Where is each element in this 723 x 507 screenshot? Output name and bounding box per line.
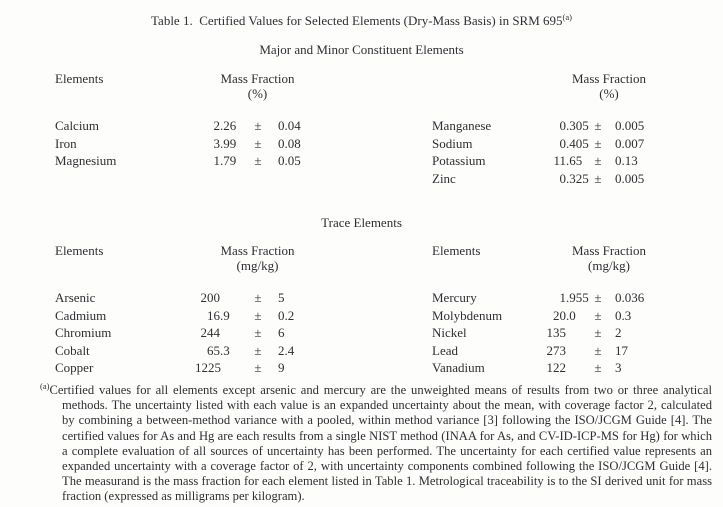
uncertainty-cell: 2 [615,325,622,340]
value-cell: 0 [559,135,566,151]
table-body [55,289,320,377]
value-fraction-cell: .3 [220,342,230,358]
column-header-unit: (mg/kg) [588,258,630,273]
value-cell: 1 [559,290,566,305]
table-row [55,117,320,135]
footnote [40,383,712,505]
value-cell: 65 [207,342,220,358]
uncertainty-cell: 9 [278,360,285,375]
plus-minus-cell: ± [594,360,602,375]
value-cell: 20 [553,307,566,323]
value-fraction-cell [566,324,591,342]
value-cell: 135 [546,325,566,340]
table-title-footnote-marker: (a) [562,12,572,22]
element-name-cell: Molybdenum [432,307,503,323]
column-header-mass-fraction: Mass Fraction [220,71,295,86]
value-fraction-cell: .79 [220,153,237,168]
table-title-text: Table 1. Certified Values for Selected Elements (Dry-Mass Basis) in SRM 695 [151,13,563,28]
uncertainty-cell: 3 [615,360,622,375]
value-fraction-cell [220,359,250,377]
table-row [55,359,320,377]
section-heading-major: Major and Minor Constituent Elements [259,42,464,57]
major-elements-right-table [432,71,680,187]
footnote-marker: (a) [40,381,50,391]
table-row [432,289,680,307]
element-name-cell: Arsenic [55,290,96,305]
value-fraction-cell [566,359,591,377]
table-row [55,342,320,360]
element-name-cell: Calcium [55,118,100,133]
element-name-cell: Cobalt [55,342,90,358]
uncertainty-cell: 0.005 [615,118,645,133]
value-cell: 122 [546,360,566,375]
column-header-elements: Elements [432,243,481,258]
column-header-elements [432,71,538,86]
table-row [55,307,320,325]
value-fraction-cell: .405 [566,135,589,151]
table-row [432,324,680,342]
plus-minus-cell: ± [594,153,602,168]
table-header-unit-row [55,258,320,273]
element-name-cell: Zinc [432,170,456,186]
table-row [432,152,680,170]
value-cell: 273 [546,342,566,358]
plus-minus-cell: ± [254,290,262,305]
value-fraction-cell: .99 [220,135,237,151]
table-header-row [432,71,680,86]
plus-minus-cell: ± [254,360,262,375]
uncertainty-cell: 2.4 [278,342,295,358]
uncertainty-cell: 0.13 [615,153,638,168]
element-name-cell: Potassium [432,153,486,168]
table-row [432,359,680,377]
element-name-cell: Vanadium [432,360,485,375]
trace-elements-right-table [432,243,680,377]
uncertainty-cell: 0.05 [278,153,301,168]
table-row [432,342,680,360]
element-name-cell: Mercury [432,290,477,305]
value-cell: 1 [213,153,220,168]
uncertainty-cell: 0.2 [278,307,295,323]
table-body [432,117,680,187]
column-header-unit: (%) [599,86,619,101]
column-header-spacer [432,258,538,273]
uncertainty-cell: 0.036 [615,290,645,305]
column-header-spacer [55,86,195,101]
uncertainty-cell: 0.04 [278,118,301,133]
table-body [432,289,680,377]
column-header-unit: (%) [247,86,268,101]
table-title [0,13,723,29]
value-cell: 2 [213,118,220,133]
element-name-cell: Cadmium [55,307,107,323]
plus-minus-cell: ± [594,290,602,305]
value-fraction-cell: .9 [220,307,230,323]
value-cell: 3 [213,135,220,151]
column-header-unit: (mg/kg) [236,258,279,273]
trace-elements-left-table [55,243,320,377]
table-header-row [55,243,320,258]
plus-minus-cell: ± [594,307,602,323]
element-name-cell: Sodium [432,135,473,151]
table-row [55,135,320,153]
column-header-elements: Elements [55,71,104,86]
footnote-text: Certified values for all elements except arsenic and mercury are the unweighted means of results from two or three analytical methods. The uncertainty listed with each value is an expanded uncertainty about the mean, with coverage factor 2, calculated by combining a between-method variance with a pooled, within method variance [3] following the ISO/JCGM Guide [4]. The certified values for As and Hg are each results from a single NIST method (INAA for As, and CV-ID-ICP-MS for Hg) for which a complete evaluation of all sources of uncertainty has been performed. The uncertainty for each certified value represents an expanded uncertainty with a coverage factor of 2, with uncertainty components combined following the ISO/JCGM Guide [4]. The measurand is the mass fraction for each element listed in Table 1. Metrological traceability is to the SI derived unit for mass fraction (expressed as milligrams per kilogram). [49,383,712,504]
plus-minus-cell: ± [594,118,602,133]
column-header-mass-fraction: Mass Fraction [571,243,647,258]
value-cell: 16 [207,307,220,323]
table-row [432,307,680,325]
table-row [55,324,320,342]
table-body [55,117,320,170]
value-fraction-cell: .305 [566,118,589,133]
table-row [432,135,680,153]
column-header-mass-fraction: Mass Fraction [220,243,295,258]
value-cell: 0 [559,170,566,186]
uncertainty-cell: 0.3 [615,307,632,323]
element-name-cell: Manganese [432,118,492,133]
uncertainty-cell: 5 [278,290,285,305]
value-fraction-cell: .65 [566,153,583,168]
value-fraction-cell [566,342,591,360]
plus-minus-cell: ± [254,342,262,358]
plus-minus-cell: ± [594,342,602,358]
element-name-cell: Nickel [432,325,467,340]
table-row [432,170,680,188]
plus-minus-cell: ± [254,153,262,168]
column-header-elements: Elements [55,243,104,258]
value-fraction-cell [220,289,250,307]
uncertainty-cell: 0.08 [278,135,301,151]
section-heading-trace: Trace Elements [321,215,402,230]
element-name-cell: Chromium [55,325,112,340]
uncertainty-cell: 0.007 [615,135,645,151]
table-header-unit-row [432,86,680,101]
value-cell: 1225 [195,360,221,375]
value-cell: 11 [553,153,566,168]
value-cell: 244 [200,325,220,340]
value-fraction-cell: .955 [566,290,589,305]
column-header-spacer [55,258,195,273]
value-fraction-cell: .325 [566,170,589,186]
element-name-cell: Lead [432,342,458,358]
plus-minus-cell: ± [594,170,602,186]
value-cell: 0 [559,118,566,133]
plus-minus-cell: ± [254,118,262,133]
plus-minus-cell: ± [254,135,262,151]
value-fraction-cell: .26 [220,118,237,133]
table-header-unit-row [432,258,680,273]
column-header-spacer [432,86,538,101]
table-row [55,289,320,307]
plus-minus-cell: ± [594,135,602,151]
element-name-cell: Magnesium [55,153,117,168]
value-fraction-cell [220,324,250,342]
table-header-row [432,243,680,258]
table-header-unit-row [55,86,320,101]
table-row [55,152,320,170]
plus-minus-cell: ± [254,307,262,323]
value-fraction-cell: .0 [566,307,576,323]
plus-minus-cell: ± [594,325,602,340]
uncertainty-cell: 6 [278,325,285,340]
uncertainty-cell: 17 [615,342,628,358]
major-elements-left-table [55,71,320,170]
table-row [432,117,680,135]
column-header-mass-fraction: Mass Fraction [571,71,647,86]
element-name-cell: Iron [55,135,77,151]
plus-minus-cell: ± [254,325,262,340]
element-name-cell: Copper [55,360,94,375]
uncertainty-cell: 0.005 [615,170,645,186]
table-header-row [55,71,320,86]
value-cell: 200 [200,290,220,305]
